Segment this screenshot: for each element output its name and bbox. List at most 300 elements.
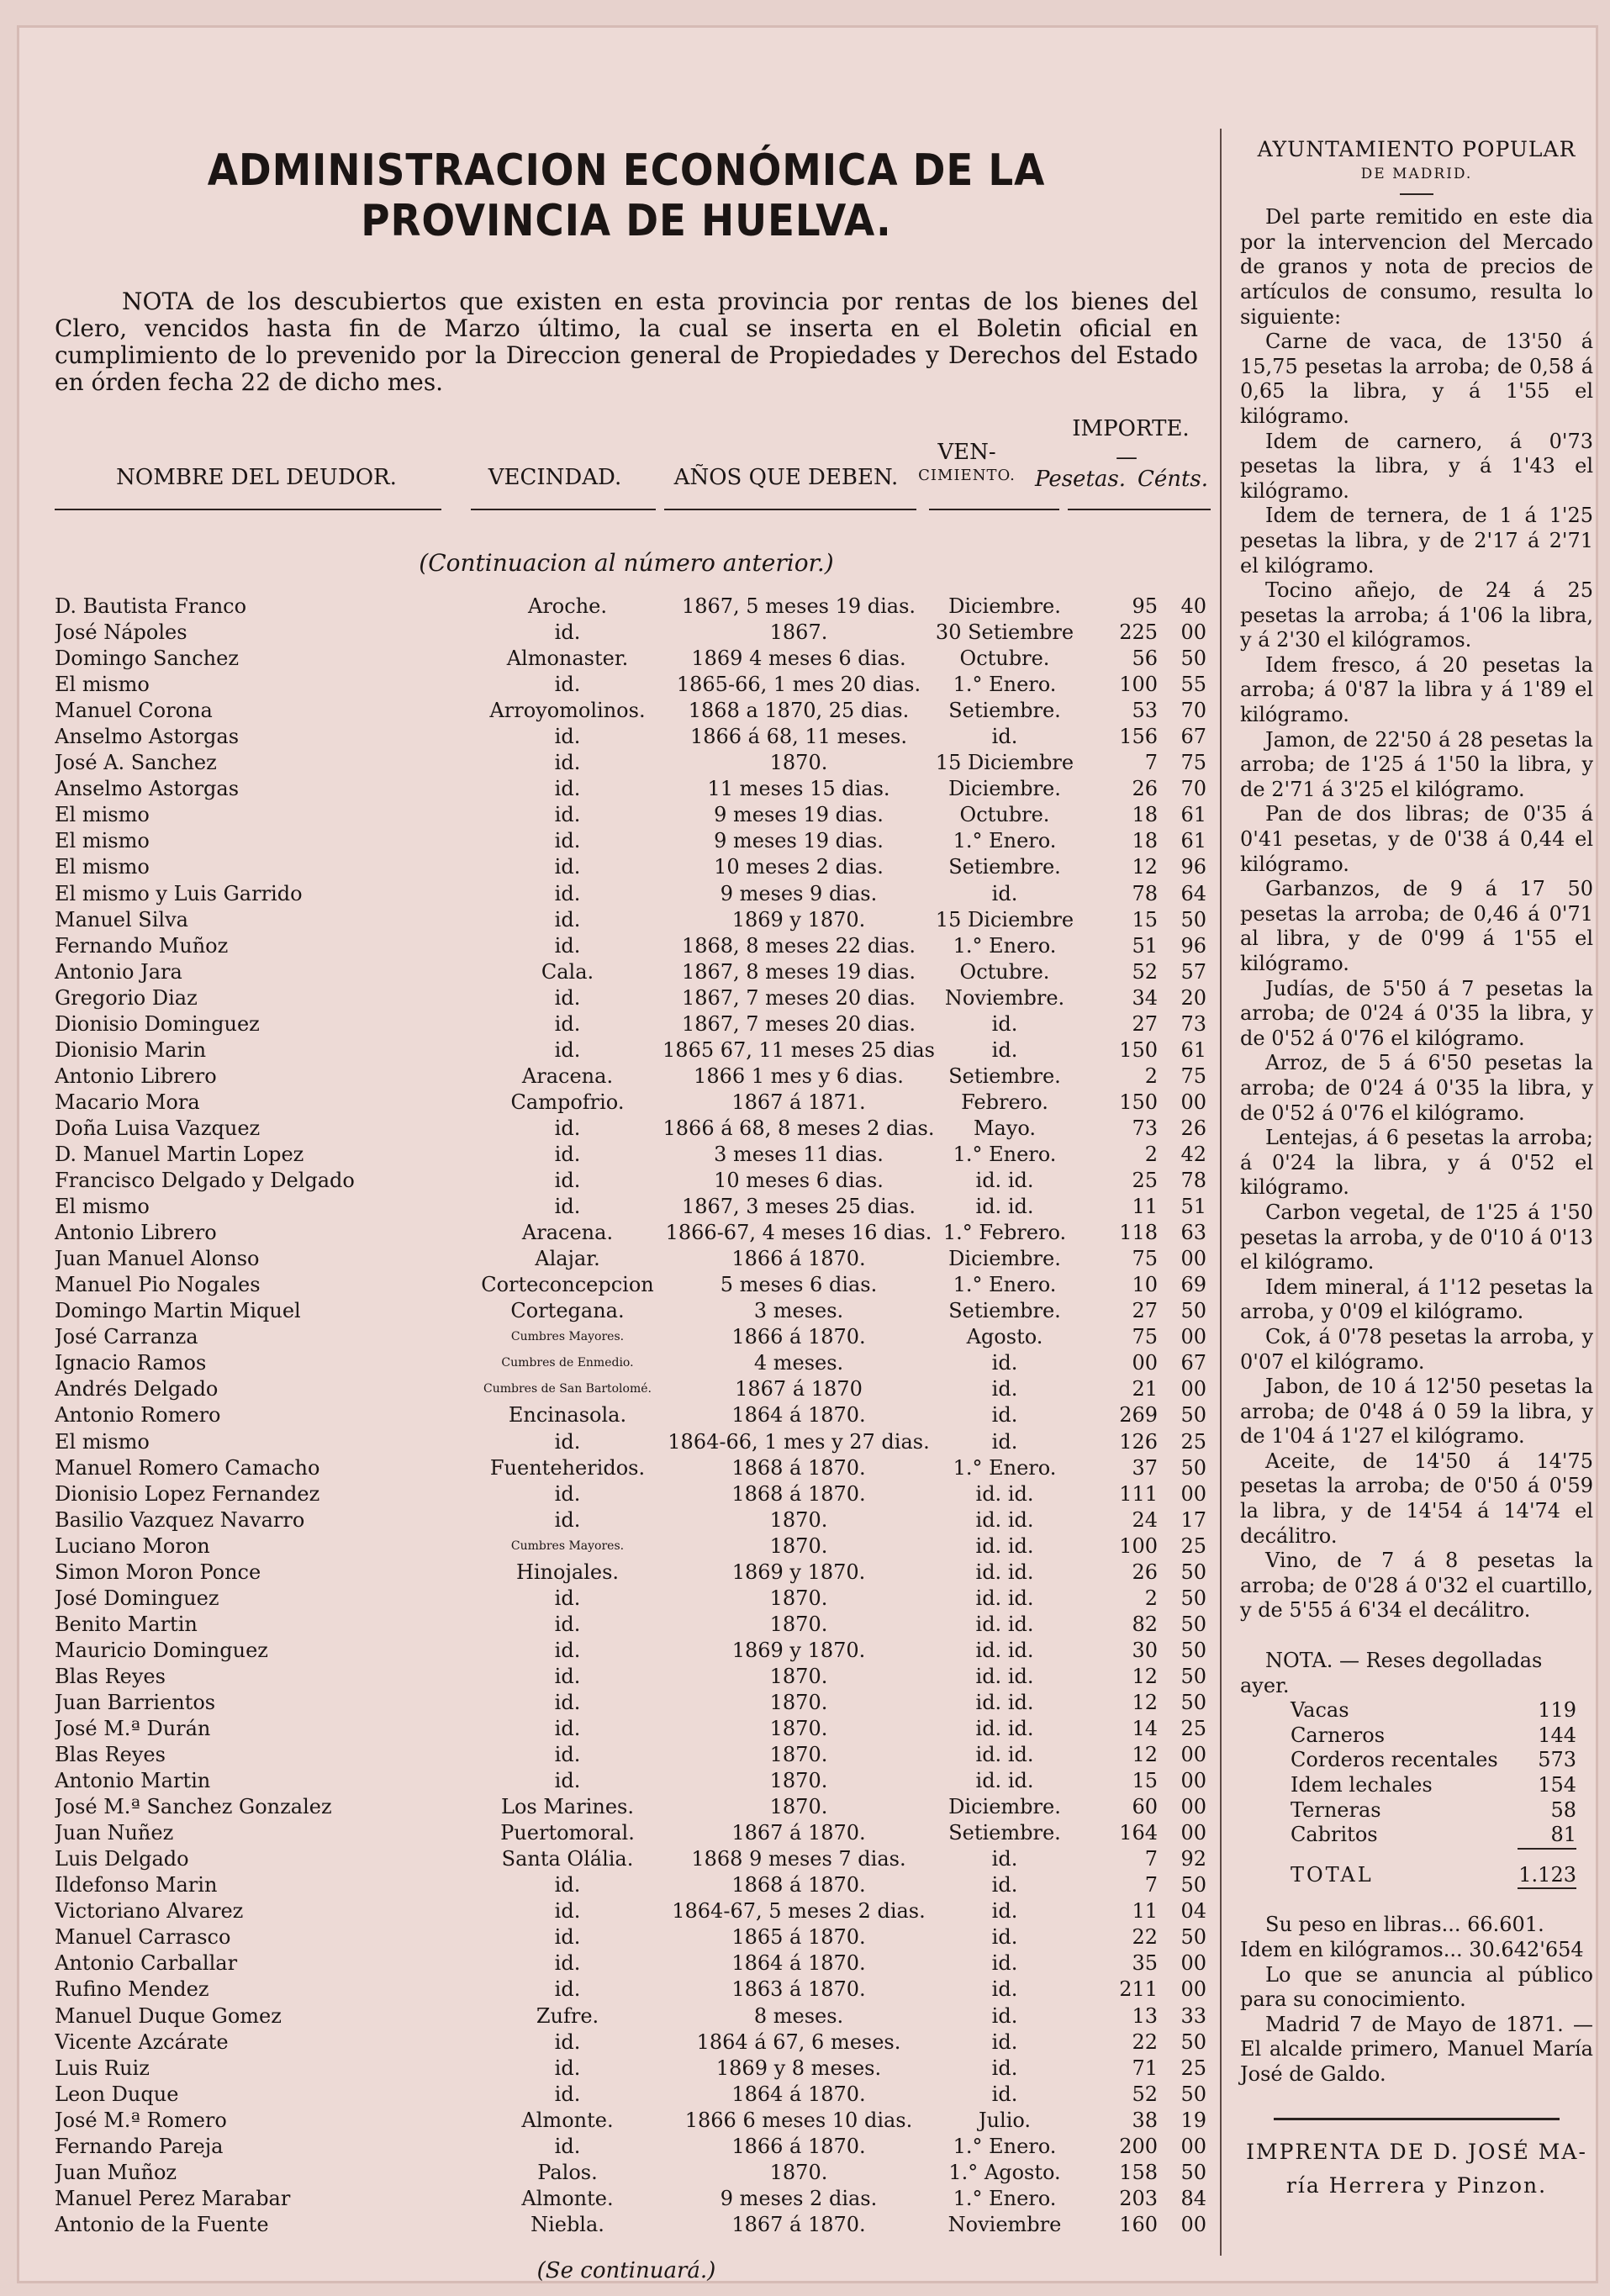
peso-libras: Su peso en libras... 66.601.: [1265, 1913, 1544, 1937]
table-row: [55, 959, 1206, 985]
debtor-name: Doña Luisa Vazquez: [55, 1116, 261, 1140]
debtor-vecindad: id.: [554, 777, 581, 801]
debtor-cents: 63: [1180, 1221, 1206, 1245]
table-row: [55, 750, 1206, 776]
debtor-cents: 26: [1180, 1116, 1206, 1140]
table-row: [55, 1090, 1206, 1116]
table-row: [55, 854, 1206, 880]
debtor-pesetas: 12: [1132, 855, 1158, 879]
debtor-cents: 42: [1180, 1142, 1206, 1166]
debtor-name: Fernando Pareja: [55, 2134, 224, 2158]
debtor-pesetas: 7: [1144, 751, 1158, 775]
debtor-pesetas: 35: [1132, 1951, 1158, 1976]
debtor-cents: 00: [1180, 1743, 1206, 1767]
debtor-vencimiento: id. id.: [975, 1638, 1034, 1662]
debtor-vencimiento: id.: [991, 1011, 1018, 1036]
debtor-pesetas: 26: [1132, 1560, 1158, 1584]
debtor-anos: 1867, 5 meses 19 dias.: [681, 594, 916, 618]
debtor-pesetas: 82: [1132, 1612, 1158, 1636]
table-row: [55, 672, 1206, 698]
slaughter-value: 81: [1550, 1823, 1576, 1847]
price-item: Judías, de 5'50 á 7 pesetas la arroba; de 0'24 á 0'35 la libra, y de 0'52 á 0'76 el kilógramo.: [1240, 976, 1593, 1050]
table-row: [55, 1742, 1206, 1768]
debtor-pesetas: 75: [1132, 1325, 1158, 1349]
slaughter-value: 119: [1538, 1698, 1576, 1723]
debtor-name: Blas Reyes: [55, 1743, 166, 1767]
debtor-vecindad: Aracena.: [521, 1064, 614, 1088]
table-row: [55, 1950, 1206, 1977]
debtor-pesetas: 18: [1132, 829, 1158, 853]
debtor-anos: 10 meses 2 dias.: [714, 855, 884, 879]
table-row: [55, 776, 1206, 802]
price-item: Carne de vaca, de 13'50 á 15,75 pesetas la arroba; de 0,58 á 0,65 la libra, y á 1'55 el kilógramo.: [1240, 330, 1593, 428]
anuncio: Lo que se anuncia al público para su conocimiento.: [1240, 1962, 1593, 2012]
table-row: [55, 1194, 1206, 1220]
debtor-name: José Carranza: [55, 1325, 198, 1349]
price-item: Pan de dos libras; de 0'35 á 0'41 pesetas, y de 0'38 á 0,44 el kilógramo.: [1240, 802, 1593, 876]
table-row: [55, 2108, 1206, 2134]
debtor-anos: 1864 á 1870.: [731, 1403, 866, 1428]
debtor-vencimiento: id.: [991, 1899, 1018, 1924]
debtor-vencimiento: Noviembre: [948, 2212, 1062, 2236]
debtor-name: Dionisio Marin: [55, 1037, 207, 1062]
table-row: [55, 933, 1206, 959]
debtor-anos: 1868 a 1870, 25 dias.: [688, 699, 910, 723]
debtor-pesetas: 164: [1119, 1821, 1158, 1845]
price-item: Aceite, de 14'50 á 14'75 pesetas la arroba; de 0'50 á 0'59 la libra, y de 14'54 á 14'74 el decálitro.: [1240, 1449, 1593, 1548]
table-row: [55, 1846, 1206, 1872]
debtor-pesetas: 73: [1132, 1116, 1158, 1140]
debtor-vecindad: id.: [554, 1142, 581, 1166]
debtor-cents: 20: [1180, 985, 1206, 1010]
debtor-anos: 1867 á 1871.: [731, 1090, 866, 1114]
debtor-cents: 00: [1180, 1821, 1206, 1845]
page-title: ADMINISTRACION ECONÓMICA DE LA PROVINCIA DE HUELVA.: [207, 145, 1046, 246]
debtor-vecindad: id.: [554, 1899, 581, 1924]
debtor-vencimiento: id. id.: [975, 1690, 1034, 1714]
price-item: Cok, á 0'78 pesetas la arroba, y 0'07 el kilógramo.: [1240, 1324, 1593, 1374]
table-row: [55, 802, 1206, 828]
debtor-vecindad: id.: [554, 751, 581, 775]
debtor-vencimiento: Noviembre.: [944, 985, 1065, 1010]
debtor-pesetas: 56: [1132, 647, 1158, 671]
debtor-vencimiento: Setiembre.: [948, 1821, 1061, 1845]
debtor-cents: 51: [1180, 1195, 1206, 1219]
debtor-name: Rufino Mendez: [55, 1977, 209, 2002]
debtor-name: Antonio Martin: [55, 1769, 211, 1793]
debtor-anos: 1866 1 mes y 6 dias.: [694, 1064, 904, 1088]
debtor-vencimiento: id. id.: [975, 1717, 1034, 1741]
debtor-cents: 50: [1180, 2160, 1206, 2184]
price-item: Vino, de 7 á 8 pesetas la arroba; de 0'28 á 0'32 el cuartillo, y de 5'55 á 6'34 el decálitro.: [1240, 1549, 1593, 1623]
debtor-name: Antonio Carballar: [55, 1951, 238, 1976]
debtor-cents: 70: [1180, 777, 1206, 801]
debtor-pesetas: 12: [1132, 1743, 1158, 1767]
table-row: [55, 1168, 1206, 1194]
debtor-vencimiento: id.: [991, 2056, 1018, 2080]
debtor-vecindad: Puertomoral.: [500, 1821, 635, 1845]
debtor-vencimiento: Diciembre.: [948, 1247, 1061, 1271]
slaughter-label: Carneros: [1291, 1723, 1386, 1747]
table-row: [55, 1507, 1206, 1533]
debtor-cents: 92: [1180, 1847, 1206, 1871]
debtor-pesetas: 18: [1132, 803, 1158, 827]
debtor-vecindad: id.: [554, 1743, 581, 1767]
debtor-vencimiento: Febrero.: [961, 1090, 1048, 1114]
slaughter-label: Terneras: [1291, 1797, 1381, 1822]
debtor-cents: 61: [1180, 1037, 1206, 1062]
debtor-vencimiento: id.: [991, 2029, 1018, 2054]
debtor-vencimiento: id. id.: [975, 1195, 1034, 1219]
table-header: [55, 406, 1209, 532]
debtor-pesetas: 10: [1132, 1273, 1158, 1297]
debtor-anos: 1868 á 1870.: [731, 1455, 866, 1480]
debtor-vecindad: Fuenteheridos.: [489, 1455, 646, 1480]
debtor-name: El mismo: [55, 1429, 150, 1454]
debtor-vecindad: id.: [554, 1690, 581, 1714]
table-row: [55, 1272, 1206, 1298]
debtor-anos: 1869 y 8 meses.: [715, 2056, 882, 2080]
debtor-cents: 50: [1180, 1299, 1206, 1323]
firma: Madrid 7 de Mayo de 1871. — El alcalde primero, Manuel María José de Galdo.: [1240, 2012, 1593, 2086]
table-row: [55, 724, 1206, 750]
table-row: [55, 985, 1206, 1011]
debtor-vencimiento: id.: [991, 1873, 1018, 1897]
price-list: [1240, 205, 1593, 1623]
debtor-cents: 69: [1180, 1273, 1206, 1297]
debtor-vencimiento: id. id.: [975, 1664, 1034, 1688]
debtor-pesetas: 11: [1132, 1195, 1158, 1219]
debtor-pesetas: 269: [1119, 1403, 1158, 1428]
debtor-name: Ildefonso Marin: [55, 1873, 218, 1897]
debtor-pesetas: 11: [1132, 1899, 1158, 1924]
debtor-vencimiento: Setiembre.: [948, 699, 1061, 723]
slaughter-list: [1240, 1698, 1593, 1848]
table-row: [55, 594, 1206, 620]
debtor-name: Benito Martin: [55, 1612, 198, 1636]
debtor-vencimiento: 1.° Enero.: [953, 1142, 1057, 1166]
debtor-vecindad: id.: [554, 933, 581, 958]
debtor-vecindad: id.: [554, 673, 581, 697]
table-row: [55, 1376, 1206, 1402]
table-row: [55, 1872, 1206, 1898]
debtor-vencimiento: id. id.: [975, 1612, 1034, 1636]
debtor-vencimiento: id.: [991, 881, 1018, 905]
table-row: [55, 1142, 1206, 1168]
debtor-anos: 9 meses 19 dias.: [714, 829, 884, 853]
debtor-cents: 00: [1180, 620, 1206, 645]
slaughter-item: [1240, 1698, 1593, 1723]
debtor-vecindad: Aracena.: [521, 1221, 614, 1245]
debtor-vencimiento: Agosto.: [966, 1325, 1043, 1349]
debtor-anos: 1863 á 1870.: [731, 1977, 866, 2002]
debtor-vecindad: id.: [554, 1717, 581, 1741]
debtor-vencimiento: id. id.: [975, 1560, 1034, 1584]
header-ven: VEN-: [937, 440, 996, 465]
debtor-name: Manuel Romero Camacho: [55, 1455, 320, 1480]
debtor-cents: 67: [1180, 725, 1206, 749]
debtor-cents: 50: [1180, 1403, 1206, 1428]
debtor-anos: 8 meses.: [753, 2003, 844, 2028]
debtor-vencimiento: Setiembre.: [948, 1064, 1061, 1088]
debtor-cents: 50: [1180, 1925, 1206, 1950]
debtor-cents: 00: [1180, 1090, 1206, 1114]
slaughter-item: [1240, 1798, 1593, 1824]
debtor-vencimiento: 15 Diciembre: [935, 907, 1074, 932]
header-rule: [664, 509, 916, 510]
debtor-pesetas: 14: [1132, 1717, 1158, 1741]
debtor-anos: 1867 á 1870.: [731, 1821, 866, 1845]
debtor-anos: 11 meses 15 dias.: [707, 777, 890, 801]
debtor-cents: 50: [1180, 1638, 1206, 1662]
slaughter-value: 573: [1538, 1748, 1576, 1772]
table-row: [55, 1429, 1206, 1455]
debtor-vencimiento: 1.° Enero.: [953, 673, 1057, 697]
debtor-vencimiento: 1.° Enero.: [953, 1455, 1057, 1480]
header-vecindad: VECINDAD.: [488, 465, 622, 490]
table-row: [55, 1612, 1206, 1638]
debtor-cents: 50: [1180, 647, 1206, 671]
debtor-vecindad: Almonaster.: [506, 647, 629, 671]
debtor-vencimiento: 1.° Enero.: [953, 2134, 1057, 2158]
debtor-vecindad: id.: [554, 881, 581, 905]
debtor-cents: 55: [1180, 673, 1206, 697]
debtor-name: Manuel Silva: [55, 907, 188, 932]
header-cimiento: CIMIENTO.: [918, 467, 1016, 484]
debtor-cents: 00: [1180, 2212, 1206, 2236]
debtor-vencimiento: id.: [991, 1847, 1018, 1871]
debtor-vencimiento: id.: [991, 1951, 1018, 1976]
debtor-vencimiento: 30 Setiembre: [935, 620, 1074, 645]
debtor-vecindad: id.: [554, 1116, 581, 1140]
debtor-cents: 50: [1180, 1560, 1206, 1584]
debtor-vencimiento: 1.° Enero.: [953, 933, 1057, 958]
debtor-vecindad: id.: [554, 1195, 581, 1219]
debtor-name: José A. Sanchez: [55, 751, 217, 775]
debtor-vecindad: id.: [554, 620, 581, 645]
table-row: [55, 2134, 1206, 2160]
table-row: [55, 1690, 1206, 1716]
debtor-vecindad: id.: [554, 1769, 581, 1793]
debtor-vencimiento: id.: [991, 1377, 1018, 1401]
debtor-name: Domingo Martin Miquel: [55, 1299, 301, 1323]
table-row: [55, 1768, 1206, 1794]
debtor-vecindad: id.: [554, 1429, 581, 1454]
debtor-anos: 9 meses 2 dias.: [720, 2186, 878, 2210]
debtor-cents: 70: [1180, 699, 1206, 723]
debtor-pesetas: 2: [1144, 1586, 1158, 1610]
debtor-cents: 25: [1180, 1429, 1206, 1454]
table-row: [55, 1324, 1206, 1350]
debtor-cents: 50: [1180, 1586, 1206, 1610]
debtor-anos: 1866 á 68, 8 meses 2 dias.: [662, 1116, 935, 1140]
debtor-cents: 00: [1180, 2134, 1206, 2158]
debtor-vecindad: Campofrio.: [510, 1090, 625, 1114]
debtor-name: El mismo: [55, 829, 150, 853]
table-row: [55, 1064, 1206, 1090]
table-row: [55, 907, 1206, 933]
table-row: [55, 1898, 1206, 1924]
debtor-vecindad: id.: [554, 1169, 581, 1193]
price-item: Idem fresco, á 20 pesetas la arroba; á 0'87 la libra y á 1'89 el kilógramo.: [1240, 652, 1593, 727]
debtor-cents: 00: [1180, 1795, 1206, 1819]
table-row: [55, 1220, 1206, 1246]
header-nombre: NOMBRE DEL DEUDOR.: [116, 465, 397, 490]
debtor-cents: 64: [1180, 881, 1206, 905]
debtor-vencimiento: id.: [991, 1925, 1018, 1950]
debtor-vencimiento: id. id.: [975, 1533, 1034, 1558]
debtor-name: Anselmo Astorgas: [55, 777, 240, 801]
debtor-name: Fernando Muñoz: [55, 933, 229, 958]
debtor-cents: 50: [1180, 907, 1206, 932]
debtor-pesetas: 22: [1132, 2029, 1158, 2054]
continued-note: (Se continuará.): [536, 2257, 716, 2283]
debtor-anos: 1867 á 1870.: [731, 2212, 866, 2236]
debtor-anos: 1867, 8 meses 19 dias.: [681, 959, 916, 984]
madrid-column: [1240, 137, 1593, 2203]
peso-kg: Idem en kilógramos... 30.642'654: [1240, 1937, 1584, 1961]
total-row: [1240, 1863, 1593, 1888]
total-rule: [1518, 1887, 1576, 1889]
debtor-name: Gregorio Diaz: [55, 985, 198, 1010]
debtor-vencimiento: Diciembre.: [948, 1795, 1061, 1819]
debtor-vecindad: id.: [554, 907, 581, 932]
debtor-name: José Dominguez: [55, 1586, 219, 1610]
debtor-vecindad: id.: [554, 1951, 581, 1976]
debtor-pesetas: 211: [1119, 1977, 1158, 2002]
table-row: [55, 1481, 1206, 1507]
debtor-cents: 17: [1180, 1507, 1206, 1532]
debtor-vecindad: Palos.: [537, 2160, 598, 2184]
debtor-pesetas: 27: [1132, 1299, 1158, 1323]
newspaper-page: [17, 25, 1598, 2283]
debtor-cents: 57: [1180, 959, 1206, 984]
debtor-anos: 1870.: [769, 751, 828, 775]
debtor-cents: 33: [1180, 2003, 1206, 2028]
table-row: [55, 2212, 1206, 2238]
table-row: [55, 1246, 1206, 1272]
debtor-vencimiento: 1.° Febrero.: [942, 1221, 1067, 1245]
intro-paragraph: Del parte remitido en este dia por la intervencion del Mercado de granos y nota de precios de artículos de consumo, resulta lo siguiente:: [1240, 205, 1593, 329]
debtor-anos: 1870.: [769, 1507, 828, 1532]
header-importe-dash: —: [1116, 445, 1138, 470]
slaughter-value: 58: [1550, 1797, 1576, 1822]
debtor-cents: 75: [1180, 1064, 1206, 1088]
debtor-name: Anselmo Astorgas: [55, 725, 240, 749]
debtor-vencimiento: Octubre.: [959, 803, 1050, 827]
debtor-name: D. Manuel Martin Lopez: [55, 1142, 304, 1166]
debtor-pesetas: 13: [1132, 2003, 1158, 2028]
header-anos: AÑOS QUE DEBEN.: [673, 465, 899, 490]
debtor-pesetas: 37: [1132, 1455, 1158, 1480]
debtor-name: El mismo: [55, 673, 150, 697]
debtor-vencimiento: 1.° Agosto.: [948, 2160, 1061, 2184]
imprenta-line-1: IMPRENTA DE D. JOSÉ MA-: [1246, 2139, 1587, 2164]
debtor-pesetas: 38: [1132, 2108, 1158, 2132]
debtor-pesetas: 225: [1119, 620, 1158, 645]
debtor-pesetas: 158: [1119, 2160, 1158, 2184]
debtor-name: José M.ª Romero: [55, 2108, 227, 2132]
debtor-pesetas: 160: [1119, 2212, 1158, 2236]
footer-rule: [1274, 2118, 1560, 2120]
debtor-anos: 1870.: [769, 1586, 828, 1610]
price-item: Idem mineral, á 1'12 pesetas la arroba, y 0'09 el kilógramo.: [1240, 1275, 1593, 1324]
table-row: [55, 1298, 1206, 1324]
debtor-anos: 1870.: [769, 2160, 828, 2184]
debtor-cents: 19: [1180, 2108, 1206, 2132]
debtor-anos: 1867.: [769, 620, 828, 645]
title-rule: [1400, 193, 1433, 195]
debtor-pesetas: 2: [1144, 1064, 1158, 1088]
debtor-anos: 1869 y 1870.: [731, 907, 866, 932]
debtor-anos: 1865-66, 1 mes 20 dias.: [676, 673, 921, 697]
debtor-anos: 1869 4 meses 6 dias.: [691, 647, 906, 671]
debtor-vecindad: Encinasola.: [508, 1403, 627, 1428]
debtor-cents: 75: [1180, 751, 1206, 775]
debtor-vecindad: id.: [554, 2029, 581, 2054]
debtor-vencimiento: id.: [991, 1403, 1018, 1428]
debtor-vencimiento: id. id.: [975, 1769, 1034, 1793]
header-rule: [929, 509, 1059, 510]
debtor-vencimiento: id. id.: [975, 1481, 1034, 1506]
debtor-vencimiento: 15 Diciembre: [935, 751, 1074, 775]
debtor-vencimiento: id. id.: [975, 1507, 1034, 1532]
debtor-name: Basilio Vazquez Navarro: [55, 1507, 305, 1532]
debtor-cents: 04: [1180, 1899, 1206, 1924]
debtor-vecindad: Arroyomolinos.: [489, 699, 646, 723]
nota-label: NOTA. — Reses degolladas ayer.: [1240, 1649, 1543, 1697]
debtor-vencimiento: id.: [991, 1429, 1018, 1454]
debtor-pesetas: 00: [1132, 1351, 1158, 1375]
debtor-anos: 1869 y 1870.: [731, 1560, 866, 1584]
debtor-vencimiento: Setiembre.: [948, 855, 1061, 879]
debtor-vencimiento: Diciembre.: [948, 594, 1061, 618]
slaughter-item: [1240, 1773, 1593, 1798]
debtor-cents: 78: [1180, 1169, 1206, 1193]
debtor-anos: 1864-67, 5 meses 2 dias.: [672, 1899, 926, 1924]
price-item: Lentejas, á 6 pesetas la arroba; á 0'24 la libra, y á 0'52 el kilógramo.: [1240, 1126, 1593, 1200]
table-row: [55, 1350, 1206, 1376]
debtor-pesetas: 7: [1144, 1873, 1158, 1897]
debtor-name: Manuel Corona: [55, 699, 213, 723]
debtor-anos: 4 meses.: [753, 1351, 844, 1375]
table-row: [55, 1402, 1206, 1428]
debtor-name: El mismo y Luis Garrido: [55, 881, 303, 905]
debtor-vecindad: id.: [554, 803, 581, 827]
debtor-vecindad: id.: [554, 1612, 581, 1636]
debtor-pesetas: 12: [1132, 1664, 1158, 1688]
debtor-vecindad: id.: [554, 1664, 581, 1688]
debtor-anos: 3 meses 11 dias.: [714, 1142, 884, 1166]
debtor-cents: 50: [1180, 2082, 1206, 2106]
table-row: [55, 1011, 1206, 1037]
price-item: Jabon, de 10 á 12'50 pesetas la arroba; de 0'48 á 0 59 la libra, y de 1'04 á 1'27 el kilógramo.: [1240, 1375, 1593, 1449]
debtor-name: Domingo Sanchez: [55, 647, 239, 671]
debtor-anos: 1868, 8 meses 22 dias.: [681, 933, 916, 958]
debtor-anos: 1868 á 1870.: [731, 1481, 866, 1506]
debtor-vecindad: Zufre.: [536, 2003, 599, 2028]
slaughter-value: 144: [1538, 1723, 1576, 1747]
debtor-name: Juan Manuel Alonso: [55, 1247, 260, 1271]
debtor-cents: 25: [1180, 2056, 1206, 2080]
debtor-pesetas: 150: [1119, 1090, 1158, 1114]
total-value: 1.123: [1518, 1862, 1576, 1887]
debtor-cents: 73: [1180, 1011, 1206, 1036]
debtor-cents: 50: [1180, 1873, 1206, 1897]
debtor-vencimiento: id. id.: [975, 1169, 1034, 1193]
debtor-vencimiento: id.: [991, 1037, 1018, 1062]
debtor-name: Mauricio Dominguez: [55, 1638, 268, 1662]
